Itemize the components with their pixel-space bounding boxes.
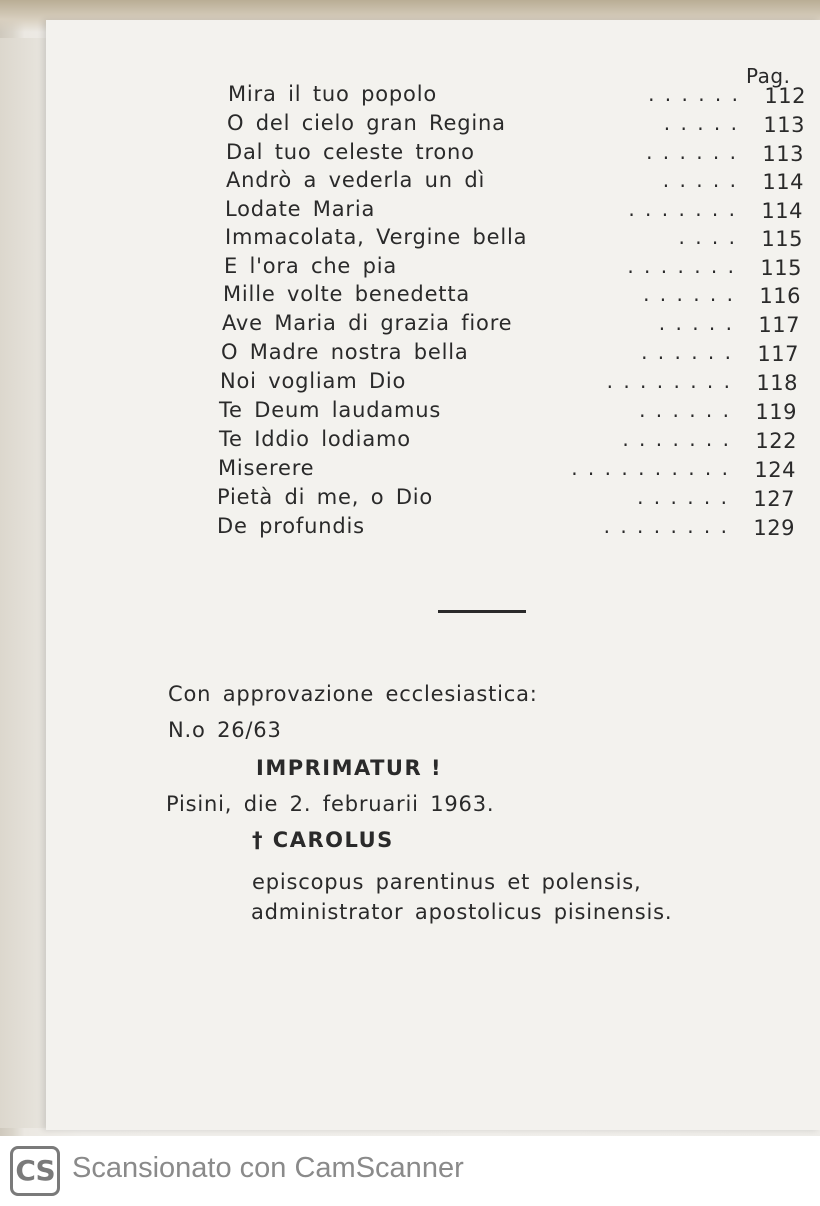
camscanner-logo: CS [10,1146,60,1196]
toc-entry-title: Noi vogliam Dio [220,369,407,393]
toc-entry-page: 115 [761,227,803,251]
toc-entry-page: 117 [758,313,800,337]
toc-entry-title: O Madre nostra bella [221,340,469,364]
toc-entry-title: O del cielo gran Regina [227,111,506,135]
toc-entry-dots: . . . . . . [646,140,736,164]
toc-entry-dots: . . . . . . [637,485,727,509]
toc-entry-title: E l'ora che pia [224,254,398,278]
camscanner-text: Scansionato con CamScanner [72,1152,464,1184]
approval-place-date: Pisini, die 2. februarii 1963. [166,792,495,816]
toc-entry [226,140,820,169]
toc-entry-page: 119 [755,400,797,424]
toc-entry-page: 112 [764,84,806,108]
toc-entry [219,398,819,427]
toc-entry-title: Te Iddio lodiamo [219,427,411,451]
toc-entry-page: 124 [754,458,796,482]
toc-entry-dots: . . . . . [662,168,736,192]
toc-entry-title: Te Deum laudamus [219,398,442,422]
toc-entry-page: 114 [762,170,804,194]
toc-entry-title: Pietà di me, o Dio [217,485,434,509]
book-page [46,20,820,1130]
toc-entry-title: Miserere [218,456,315,480]
toc-entry [218,456,818,485]
toc-entry-page: 113 [763,113,805,137]
toc-entry-dots: . . . . . [663,111,737,135]
toc-entry [217,485,817,514]
toc-entry [224,254,820,283]
table-of-contents [46,20,820,580]
toc-entry-dots: . . . . . . [648,82,738,106]
toc-entry-page: 115 [760,256,802,280]
toc-entry-page: 114 [761,199,803,223]
signer-title-line: administrator apostolicus pisinensis. [251,900,673,924]
toc-entry-dots: . . . . . . [643,282,733,306]
scanner-watermark [0,1136,820,1206]
toc-entry-page: 117 [757,342,799,366]
page-column-label: Pag. [746,64,791,88]
toc-entry-page: 116 [759,284,801,308]
toc-entry-dots: . . . . [678,225,735,249]
toc-entry-title: Andrò a vederla un dì [226,168,486,192]
toc-entry-title: De profundis [217,514,365,538]
toc-entry-dots: . . . . . . . [628,197,735,221]
toc-entry-page: 129 [753,516,795,540]
imprimatur-heading: IMPRIMATUR ! [256,756,443,780]
toc-entry [227,111,820,140]
toc-entry-page: 113 [762,142,804,166]
toc-entry-dots: . . . . . . [641,340,731,364]
toc-entry [226,168,820,197]
toc-entry [225,225,820,254]
approval-line: Con approvazione ecclesiastica: [168,682,538,706]
toc-entry-title: Lodate Maria [225,197,376,221]
signer-title-line: episcopus parentinus et polensis, [252,870,642,894]
approval-number: N.o 26/63 [168,718,282,742]
toc-entry [217,514,817,543]
toc-entry-page: 127 [753,487,795,511]
toc-entry-dots: . . . . . . . [622,427,729,451]
toc-entry-title: Mille volte benedetta [223,282,471,306]
toc-entry [219,427,819,456]
toc-entry-title: Immacolata, Vergine bella [225,225,528,249]
toc-entry [221,340,820,369]
toc-entry-title: Ave Maria di grazia fiore [222,311,513,335]
section-divider [438,610,526,613]
toc-entry-dots: . . . . . . . [627,254,734,278]
toc-entry-dots: . . . . . [658,311,732,335]
approval-signer: † CAROLUS [252,828,394,852]
toc-entry-dots: . . . . . . . . . . [571,456,728,480]
toc-entry-page: 118 [756,371,798,395]
toc-entry-dots: . . . . . . [639,398,729,422]
toc-entry-dots: . . . . . . . . [603,514,727,538]
toc-entry [223,282,820,311]
toc-entry-title: Mira il tuo popolo [228,82,437,106]
toc-entry-dots: . . . . . . . . [606,369,730,393]
toc-entry [228,82,820,111]
toc-entry-title: Dal tuo celeste trono [226,140,475,164]
toc-entry-page: 122 [755,429,797,453]
toc-entry [220,369,820,398]
toc-entry [222,311,820,340]
toc-entry [225,197,820,226]
